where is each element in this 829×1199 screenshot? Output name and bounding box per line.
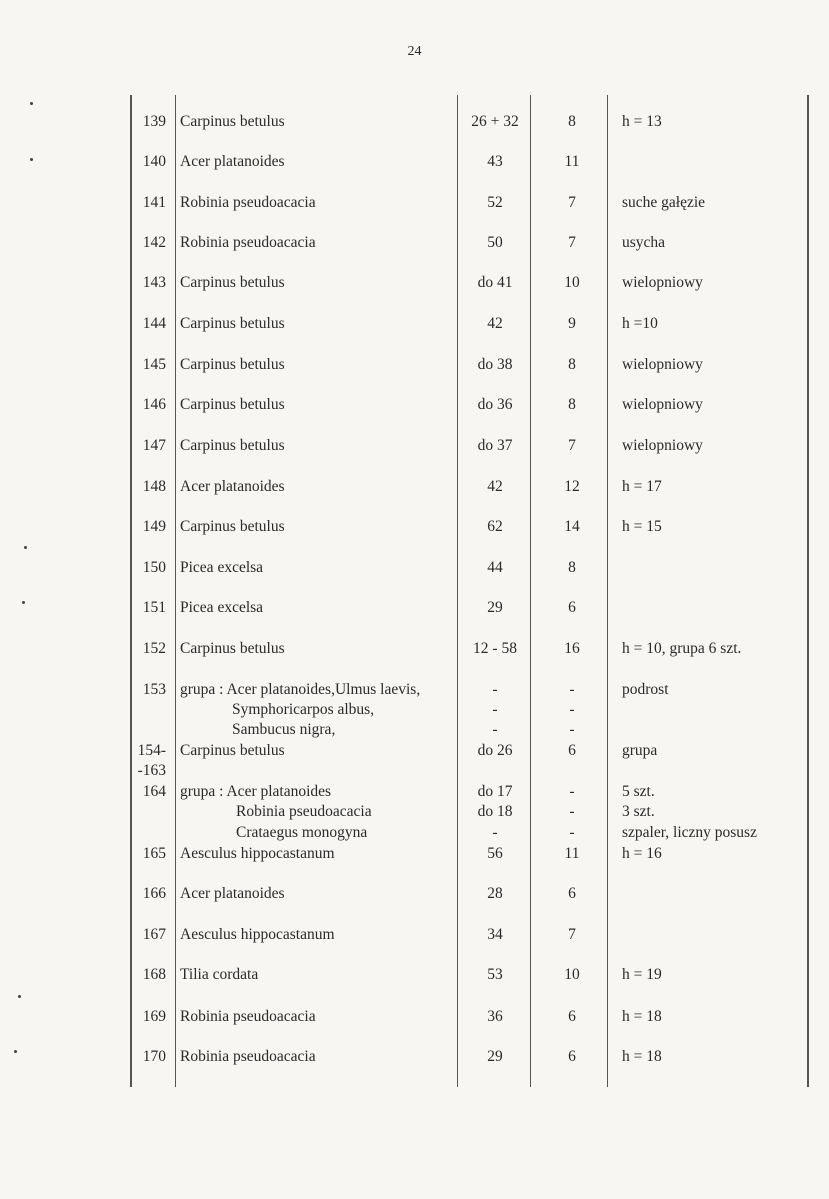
species-name: Picea excelsa — [180, 559, 264, 576]
species-name: Robinia pseudoacacia — [180, 234, 316, 251]
tree-height: 11 — [564, 153, 580, 170]
species-name: Aesculus hippocastanum — [180, 845, 335, 862]
tree-height: 6 — [568, 1008, 576, 1025]
trunk-diameter: do 17 — [477, 783, 513, 800]
tree-height: 6 — [568, 885, 576, 902]
tree-height: - — [569, 824, 575, 841]
row-number: 148 — [142, 478, 166, 495]
species-name: grupa : Acer platanoides,Ulmus laevis, — [180, 681, 421, 698]
remarks: grupa — [622, 742, 658, 759]
margin-speck — [24, 546, 27, 549]
remarks: h =10 — [622, 315, 658, 332]
row-number: 166 — [142, 885, 166, 902]
margin-speck — [30, 158, 33, 161]
tree-height: 16 — [564, 640, 580, 657]
remarks: h = 18 — [622, 1048, 662, 1065]
trunk-diameter: do 36 — [477, 396, 513, 413]
trunk-diameter: do 38 — [477, 356, 513, 373]
species-name: Carpinus betulus — [180, 518, 285, 535]
species-name: Carpinus betulus — [180, 315, 285, 332]
row-number: 141 — [142, 194, 166, 211]
species-name: Carpinus betulus — [180, 356, 285, 373]
remarks: h = 15 — [622, 518, 662, 535]
row-number: 170 — [142, 1048, 166, 1065]
remarks: h = 10, grupa 6 szt. — [622, 640, 742, 657]
tree-height: - — [569, 803, 575, 820]
species-name: Carpinus betulus — [180, 274, 285, 291]
row-number: -163 — [137, 762, 166, 779]
row-number: 151 — [142, 599, 166, 616]
row-number: 152 — [142, 640, 166, 657]
trunk-diameter: do 41 — [477, 274, 513, 291]
trunk-diameter: - — [492, 701, 498, 718]
tree-height: 14 — [564, 518, 580, 535]
tree-height: 12 — [564, 478, 580, 495]
species-name: Carpinus betulus — [180, 113, 285, 130]
row-number: 144 — [142, 315, 166, 332]
table-right-border — [807, 95, 809, 1087]
trunk-diameter: 53 — [487, 966, 503, 983]
species-name: Carpinus betulus — [180, 640, 285, 657]
margin-speck — [14, 1050, 17, 1053]
page-number: 24 — [407, 44, 422, 59]
tree-height: - — [569, 783, 575, 800]
remarks: 5 szt. — [622, 783, 655, 800]
margin-speck — [22, 601, 25, 604]
tree-height: 7 — [568, 234, 576, 251]
row-number: 154- — [137, 742, 166, 759]
remarks: podrost — [622, 681, 669, 698]
tree-height: 6 — [568, 742, 576, 759]
trunk-diameter: 44 — [487, 559, 503, 576]
species-name: Acer platanoides — [180, 153, 285, 170]
tree-height: 10 — [564, 274, 580, 291]
trunk-diameter: 43 — [487, 153, 503, 170]
species-name: Robinia pseudoacacia — [180, 194, 316, 211]
trunk-diameter: do 26 — [477, 742, 513, 759]
species-name: Carpinus betulus — [180, 437, 285, 454]
tree-height: 8 — [568, 356, 576, 373]
species-name: Carpinus betulus — [180, 742, 285, 759]
remarks: 3 szt. — [622, 803, 655, 820]
remarks: h = 18 — [622, 1008, 662, 1025]
row-number: 145 — [142, 356, 166, 373]
trunk-diameter: 42 — [487, 315, 503, 332]
remarks: wielopniowy — [622, 274, 703, 291]
tree-height: 7 — [568, 926, 576, 943]
row-number: 147 — [142, 437, 166, 454]
trunk-diameter: 29 — [487, 1048, 503, 1065]
remarks: wielopniowy — [622, 396, 703, 413]
species-name: Robinia pseudoacacia — [180, 1048, 316, 1065]
species-name: Picea excelsa — [180, 599, 264, 616]
species-name: Sambucus nigra, — [232, 721, 336, 738]
tree-height: 11 — [564, 845, 580, 862]
remarks: h = 16 — [622, 845, 662, 862]
remarks: h = 19 — [622, 966, 662, 983]
remarks: wielopniowy — [622, 437, 703, 454]
trunk-diameter: 50 — [487, 234, 503, 251]
remarks: h = 13 — [622, 113, 662, 130]
species-name: Carpinus betulus — [180, 396, 285, 413]
trunk-diameter: do 18 — [477, 803, 513, 820]
trunk-diameter: 36 — [487, 1008, 503, 1025]
row-number: 169 — [142, 1008, 166, 1025]
species-name: Symphoricarpos albus, — [232, 701, 375, 718]
trunk-diameter: 62 — [487, 518, 503, 535]
species-name: Crataegus monogyna — [236, 824, 368, 841]
remarks: h = 17 — [622, 478, 662, 495]
species-name: Robinia pseudoacacia — [180, 1008, 316, 1025]
species-name: grupa : Acer platanoides — [180, 783, 332, 800]
species-name: Acer platanoides — [180, 885, 285, 902]
trunk-diameter: 52 — [487, 194, 503, 211]
species-name: Aesculus hippocastanum — [180, 926, 335, 943]
remarks: wielopniowy — [622, 356, 703, 373]
row-number: 150 — [142, 559, 166, 576]
margin-speck — [30, 102, 33, 105]
row-number: 142 — [142, 234, 166, 251]
trunk-diameter: 26 + 32 — [471, 113, 519, 130]
tree-height: 6 — [568, 599, 576, 616]
remarks: szpaler, liczny posusz — [622, 824, 757, 841]
row-number: 167 — [142, 926, 166, 943]
row-number: 168 — [142, 966, 166, 983]
row-number: 140 — [142, 153, 166, 170]
remarks: usycha — [622, 234, 666, 251]
remarks: suche gałęzie — [622, 194, 706, 211]
tree-height: - — [569, 721, 575, 738]
trunk-diameter: 34 — [487, 926, 503, 943]
tree-height: 8 — [568, 559, 576, 576]
trunk-diameter: do 37 — [477, 437, 513, 454]
row-number: 164 — [142, 783, 166, 800]
row-number: 153 — [142, 681, 166, 698]
trunk-diameter: 12 - 58 — [473, 640, 517, 657]
trunk-diameter: - — [492, 681, 498, 698]
species-name: Robinia pseudoacacia — [236, 803, 372, 820]
row-number: 146 — [142, 396, 166, 413]
table-number-column-divider — [175, 95, 176, 1087]
tree-height: 8 — [568, 113, 576, 130]
trunk-diameter: 28 — [487, 885, 503, 902]
trunk-diameter: 56 — [487, 845, 503, 862]
margin-speck — [18, 995, 21, 998]
tree-height: 7 — [568, 194, 576, 211]
species-name: Tilia cordata — [180, 966, 259, 983]
trunk-diameter: - — [492, 824, 498, 841]
tree-height: 7 — [568, 437, 576, 454]
tree-height: - — [569, 681, 575, 698]
row-number: 143 — [142, 274, 166, 291]
tree-height: 10 — [564, 966, 580, 983]
tree-height: 6 — [568, 1048, 576, 1065]
trunk-diameter: - — [492, 721, 498, 738]
tree-height: 9 — [568, 315, 576, 332]
trunk-diameter: 29 — [487, 599, 503, 616]
tree-height: 8 — [568, 396, 576, 413]
row-number: 165 — [142, 845, 166, 862]
row-number: 149 — [142, 518, 166, 535]
tree-height: - — [569, 701, 575, 718]
species-name: Acer platanoides — [180, 478, 285, 495]
trunk-diameter: 42 — [487, 478, 503, 495]
row-number: 139 — [142, 113, 166, 130]
